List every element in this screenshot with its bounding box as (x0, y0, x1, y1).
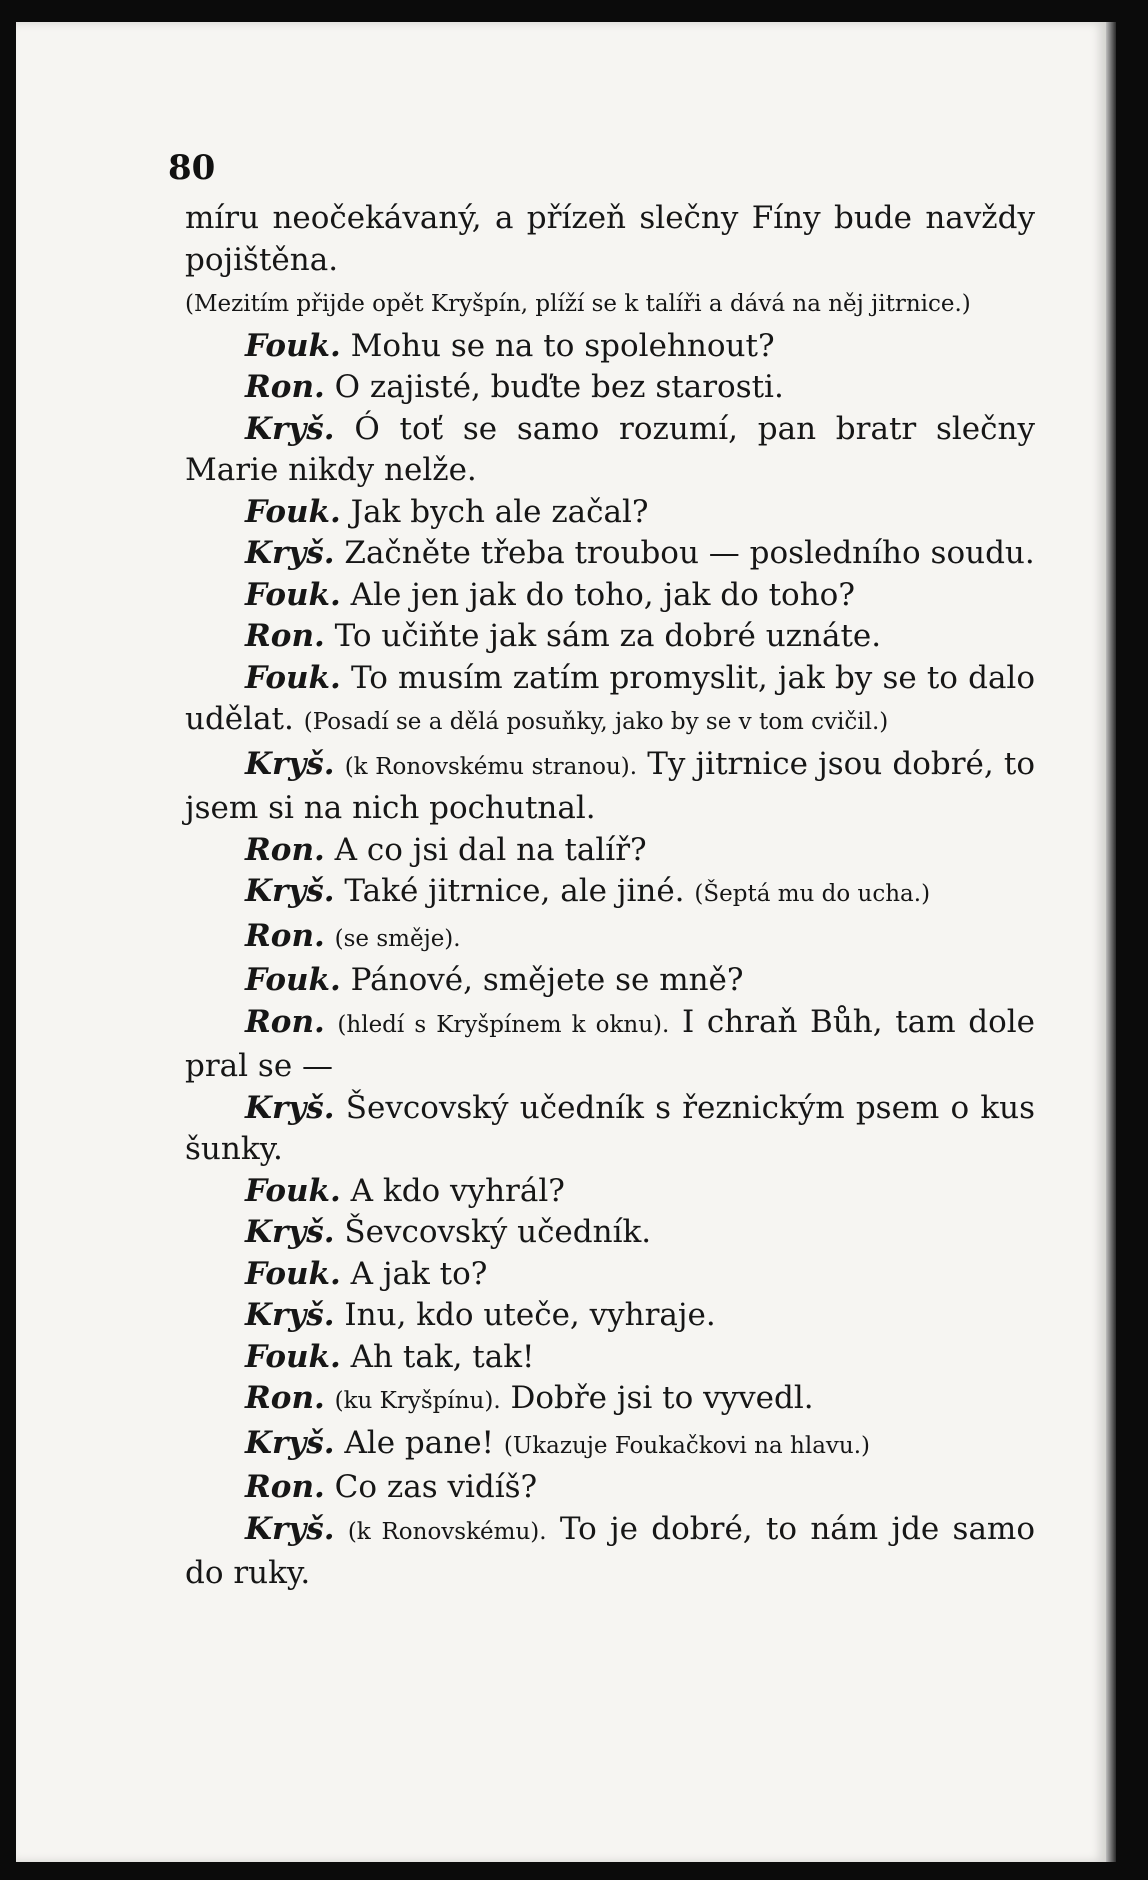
dialogue-line (185, 326, 1035, 368)
speaker-name: Ron. (245, 1003, 325, 1040)
dialogue-line (185, 960, 1035, 1002)
speaker-name: Kryš. (245, 535, 335, 571)
dialogue-line (185, 1171, 1035, 1213)
line-text: Začněte třeba troubou — posledního soudu. (344, 535, 1035, 571)
stage-direction: (k Ronovskému). (347, 1518, 547, 1545)
speaker-name: Kryš. (245, 1214, 335, 1250)
stage-direction: (se směje). (334, 925, 461, 952)
speaker-name: Fouk. (245, 659, 341, 696)
dialogue-line (185, 409, 1035, 492)
speaker-name: Fouk. (245, 962, 341, 998)
stage-direction: (Ukazuje Foukačkovi na hlavu.) (503, 1432, 870, 1459)
line-text: A jak to? (350, 1255, 488, 1292)
line-text: To je dobré, to nám jde samo do ruky. (185, 1510, 1035, 1591)
line-text: A kdo vyhrál? (350, 1172, 565, 1209)
line-text: To musím zatím promyslit, jak by se to dalo udělat. (185, 659, 1036, 737)
dialogue-line (185, 658, 1035, 744)
speaker-name: Fouk. (245, 1338, 341, 1375)
line-text: Ó toť se samo rozumí, pan bratr slečny Marie nikdy nelže. (185, 410, 1035, 488)
line-text: O zajisté, buďte bez starosti. (334, 369, 784, 405)
speaker-name: Kryš. (245, 745, 335, 782)
speaker-name: Ron. (245, 618, 325, 654)
speaker-name: Kryš. (245, 1297, 335, 1333)
speaker-name: Kryš. (245, 410, 335, 447)
line-text: Jak bych ale začal? (350, 493, 649, 530)
speaker-name: Fouk. (245, 327, 341, 364)
dialogue-line (185, 1254, 1035, 1296)
dialogue-line (185, 830, 1035, 872)
dialogue-line (185, 1212, 1035, 1254)
dialogue-line (185, 1509, 1035, 1595)
line-text: I chraň Bůh, tam dole pral se — (185, 1003, 1035, 1084)
dialogue-line (185, 1467, 1035, 1509)
speaker-name: Ron. (245, 831, 325, 868)
stage-direction: (ku Kryšpínu). (334, 1388, 501, 1414)
line-text: Také jitrnice, ale jiné. (344, 873, 695, 909)
dialogue-line (185, 1295, 1035, 1337)
dialogue-line (185, 367, 1035, 409)
stage-direction: (Mezitím přijde opět Kryšpín, plíží se k talíři a dává na něj jitrnice.) (185, 291, 971, 317)
line-text: Mohu se na to spolehnout? (350, 327, 775, 364)
speaker-name: Fouk. (245, 1172, 341, 1209)
dialogue-line (185, 871, 1035, 916)
speaker-name: Ron. (245, 1380, 325, 1416)
line-text: Co zas vidíš? (334, 1469, 538, 1505)
speaker-name: Fouk. (245, 576, 341, 613)
dialogue-line (185, 1002, 1035, 1088)
dialogue-line (185, 198, 1035, 281)
stage-direction: (k Ronovskému stranou). (344, 753, 638, 780)
dialogue-line (185, 533, 1035, 575)
stage-direction: (Šeptá mu do ucha.) (694, 881, 931, 907)
speaker-name: Kryš. (245, 1510, 335, 1547)
dialogue-line (185, 1088, 1035, 1171)
dialogue-line (185, 616, 1035, 658)
speaker-name: Ron. (245, 369, 325, 405)
line-text: Inu, kdo uteče, vyhraje. (344, 1297, 716, 1333)
dialogue-line (185, 281, 1035, 326)
line-text: Ale jen jak do toho, jak do toho? (350, 576, 855, 613)
speaker-name: Ron. (245, 1469, 325, 1505)
line-text: A co jsi dal na talíř? (334, 831, 647, 868)
dialogue-line (185, 575, 1035, 617)
line-text: Ah tak, tak! (350, 1338, 535, 1375)
dialogue-line (185, 744, 1035, 830)
line-text: Ale pane! (344, 1424, 504, 1461)
line-text: Ševcovský učedník s řeznickým psem o kus šunky. (185, 1089, 1035, 1167)
line-text: Dobře jsi to vyvedl. (500, 1380, 814, 1416)
line-text: Ty jitrnice jsou dobré, to jsem si na nich pochutnal. (185, 745, 1035, 826)
speaker-name: Fouk. (245, 1255, 341, 1292)
speaker-name: Kryš. (245, 1424, 335, 1461)
line-text: To učiňte jak sám za dobré uznáte. (334, 618, 882, 654)
dialogue-line (185, 492, 1035, 534)
dialogue-line (185, 1378, 1035, 1423)
speaker-name: Ron. (245, 917, 325, 954)
dialogue-line (185, 1337, 1035, 1379)
page-number: 80 (168, 148, 216, 188)
line-text: míru neočekávaný, a přízeň slečny Fíny bude navždy pojištěna. (185, 200, 1035, 278)
line-text: Pánové, smějete se mně? (350, 962, 744, 998)
dialogue-line (185, 916, 1035, 961)
dialogue-text (185, 198, 1035, 1595)
dialogue-line (185, 1423, 1035, 1468)
stage-direction: (Posadí se a dělá posuňky, jako by se v tom cvičil.) (303, 709, 889, 735)
speaker-name: Kryš. (245, 1089, 335, 1126)
page-edge (1106, 22, 1116, 1862)
stage-direction: (hledí s Kryšpínem k oknu). (337, 1011, 670, 1038)
line-text: Ševcovský učedník. (344, 1214, 652, 1250)
speaker-name: Fouk. (245, 493, 341, 530)
speaker-name: Kryš. (245, 873, 335, 909)
